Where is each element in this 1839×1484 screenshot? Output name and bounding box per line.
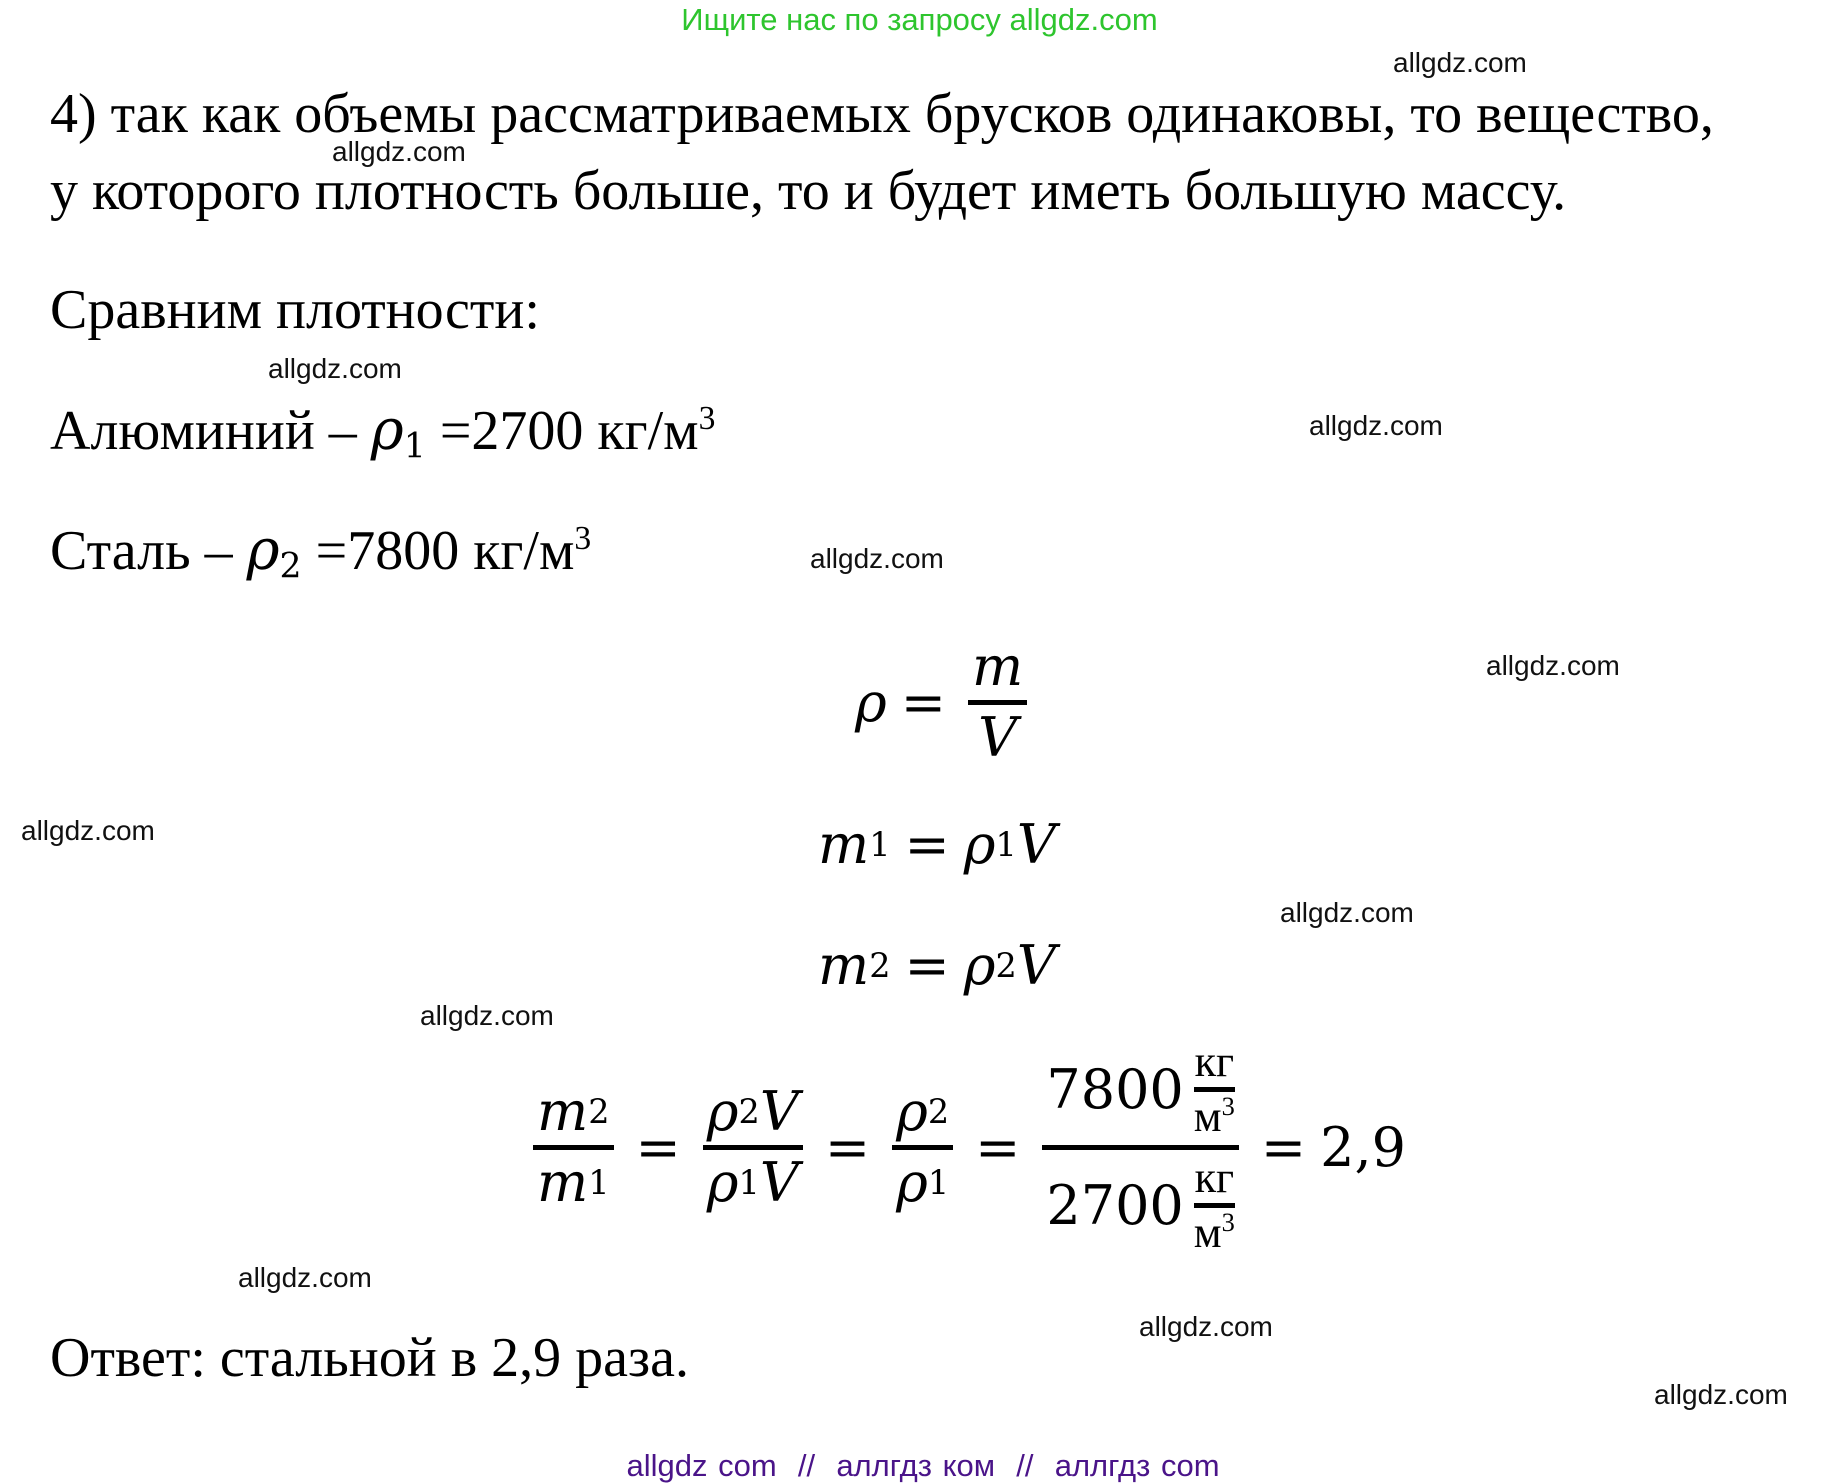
rho-symbol: ρ: [246, 518, 280, 583]
fraction: [533, 1080, 614, 1214]
unit-fraction: [1193, 1153, 1235, 1257]
index: 2: [869, 946, 891, 986]
search-us-banner[interactable]: Ищите нас по запросу allgdz.com: [681, 2, 1158, 37]
denominator: V: [978, 706, 1018, 769]
fraction: [1042, 1037, 1238, 1257]
rho-symbol: ρ: [706, 1080, 739, 1143]
index: 1: [927, 1163, 950, 1203]
steel-number: 7800: [1046, 1057, 1184, 1121]
unit-m: м: [1193, 1208, 1222, 1257]
unit-kg: кг: [1194, 1153, 1235, 1202]
mass1-formula: [818, 813, 1056, 876]
watermark: allgdz.com: [1486, 650, 1620, 681]
answer: Ответ: стальной в 2,9 раза.: [50, 1327, 689, 1389]
index: 2: [927, 1092, 950, 1132]
index: 1: [995, 825, 1017, 865]
fraction-bar: [968, 700, 1027, 705]
fraction: [968, 635, 1027, 769]
v-symbol: V: [759, 1151, 799, 1214]
watermark: allgdz.com: [332, 136, 466, 167]
result-value: 2,9: [1320, 1115, 1406, 1179]
rho-symbol: ρ: [896, 1080, 928, 1143]
equals: =: [1260, 1115, 1307, 1179]
index: 1: [403, 426, 426, 467]
rho-symbol: ρ: [963, 813, 996, 876]
watermark: allgdz.com: [1393, 47, 1527, 78]
equals: =: [900, 670, 946, 734]
aluminium-number: 2700: [1046, 1173, 1184, 1237]
watermark: allgdz.com: [21, 815, 155, 846]
fraction-bar: [1042, 1145, 1238, 1150]
watermark: allgdz.com: [238, 1262, 372, 1293]
watermark: allgdz.com: [1139, 1311, 1273, 1342]
index: 1: [588, 1163, 610, 1203]
aluminium-value: =2700 кг/м: [439, 400, 699, 462]
v-symbol: V: [1016, 813, 1056, 876]
watermark: allgdz.com: [268, 353, 402, 384]
watermark: allgdz.com: [1654, 1379, 1788, 1410]
watermark: allgdz.com: [810, 543, 944, 574]
watermark: allgdz.com: [1309, 410, 1443, 441]
numerator: m: [972, 635, 1024, 698]
unit-fraction: [1193, 1037, 1235, 1141]
equals: =: [904, 934, 950, 997]
fraction: [703, 1080, 803, 1214]
aluminium-density: [50, 398, 716, 467]
rho-symbol: ρ: [855, 670, 887, 734]
steel-label: Сталь –: [50, 520, 233, 582]
steel-density: [50, 518, 592, 587]
index: 2: [995, 946, 1017, 986]
exponent: 3: [574, 519, 592, 557]
exponent: 3: [1221, 1091, 1235, 1122]
paragraph-line-1: 4) так как объемы рассматриваемых брусков одинаковы, то вещество,: [50, 83, 1714, 145]
v-symbol: V: [1016, 934, 1056, 997]
aluminium-label: Алюминий –: [50, 400, 357, 462]
fraction-bar: [892, 1145, 953, 1150]
fraction: [892, 1080, 953, 1214]
paragraph-line-2: у которого плотность больше, то и будет иметь большую массу.: [50, 160, 1567, 222]
watermark: allgdz.com: [1280, 897, 1414, 928]
m-symbol: m: [537, 1151, 589, 1214]
equals: =: [975, 1115, 1021, 1179]
index: 2: [588, 1092, 610, 1132]
fraction-bar: [703, 1145, 803, 1150]
density-formula: [855, 635, 1035, 769]
watermark: allgdz.com: [420, 1000, 554, 1031]
ratio-formula: [525, 1037, 1406, 1257]
m-symbol: m: [818, 934, 870, 997]
mass2-formula: [818, 934, 1056, 997]
exponent: 3: [1221, 1207, 1235, 1238]
unit-m: м: [1193, 1092, 1222, 1141]
equals: =: [635, 1115, 681, 1179]
m-symbol: m: [537, 1080, 589, 1143]
index: 1: [869, 825, 891, 865]
footer-links[interactable]: allgdz com // аллгдз ком // аллгдз com: [626, 1448, 1220, 1483]
m-symbol: m: [818, 813, 870, 876]
rho-symbol: ρ: [896, 1151, 928, 1214]
rho-symbol: ρ: [370, 398, 404, 463]
index: 1: [738, 1163, 760, 1203]
steel-value: =7800 кг/м: [315, 520, 575, 582]
rho-symbol: ρ: [963, 934, 996, 997]
exponent: 3: [698, 399, 716, 437]
index: 2: [279, 546, 302, 587]
equals: =: [904, 813, 950, 876]
compare-heading: Сравним плотности:: [50, 279, 540, 341]
fraction-bar: [533, 1145, 614, 1150]
index: 2: [738, 1092, 760, 1132]
unit-kg: кг: [1194, 1037, 1235, 1086]
v-symbol: V: [759, 1080, 799, 1143]
rho-symbol: ρ: [706, 1151, 739, 1214]
equals: =: [824, 1115, 871, 1179]
